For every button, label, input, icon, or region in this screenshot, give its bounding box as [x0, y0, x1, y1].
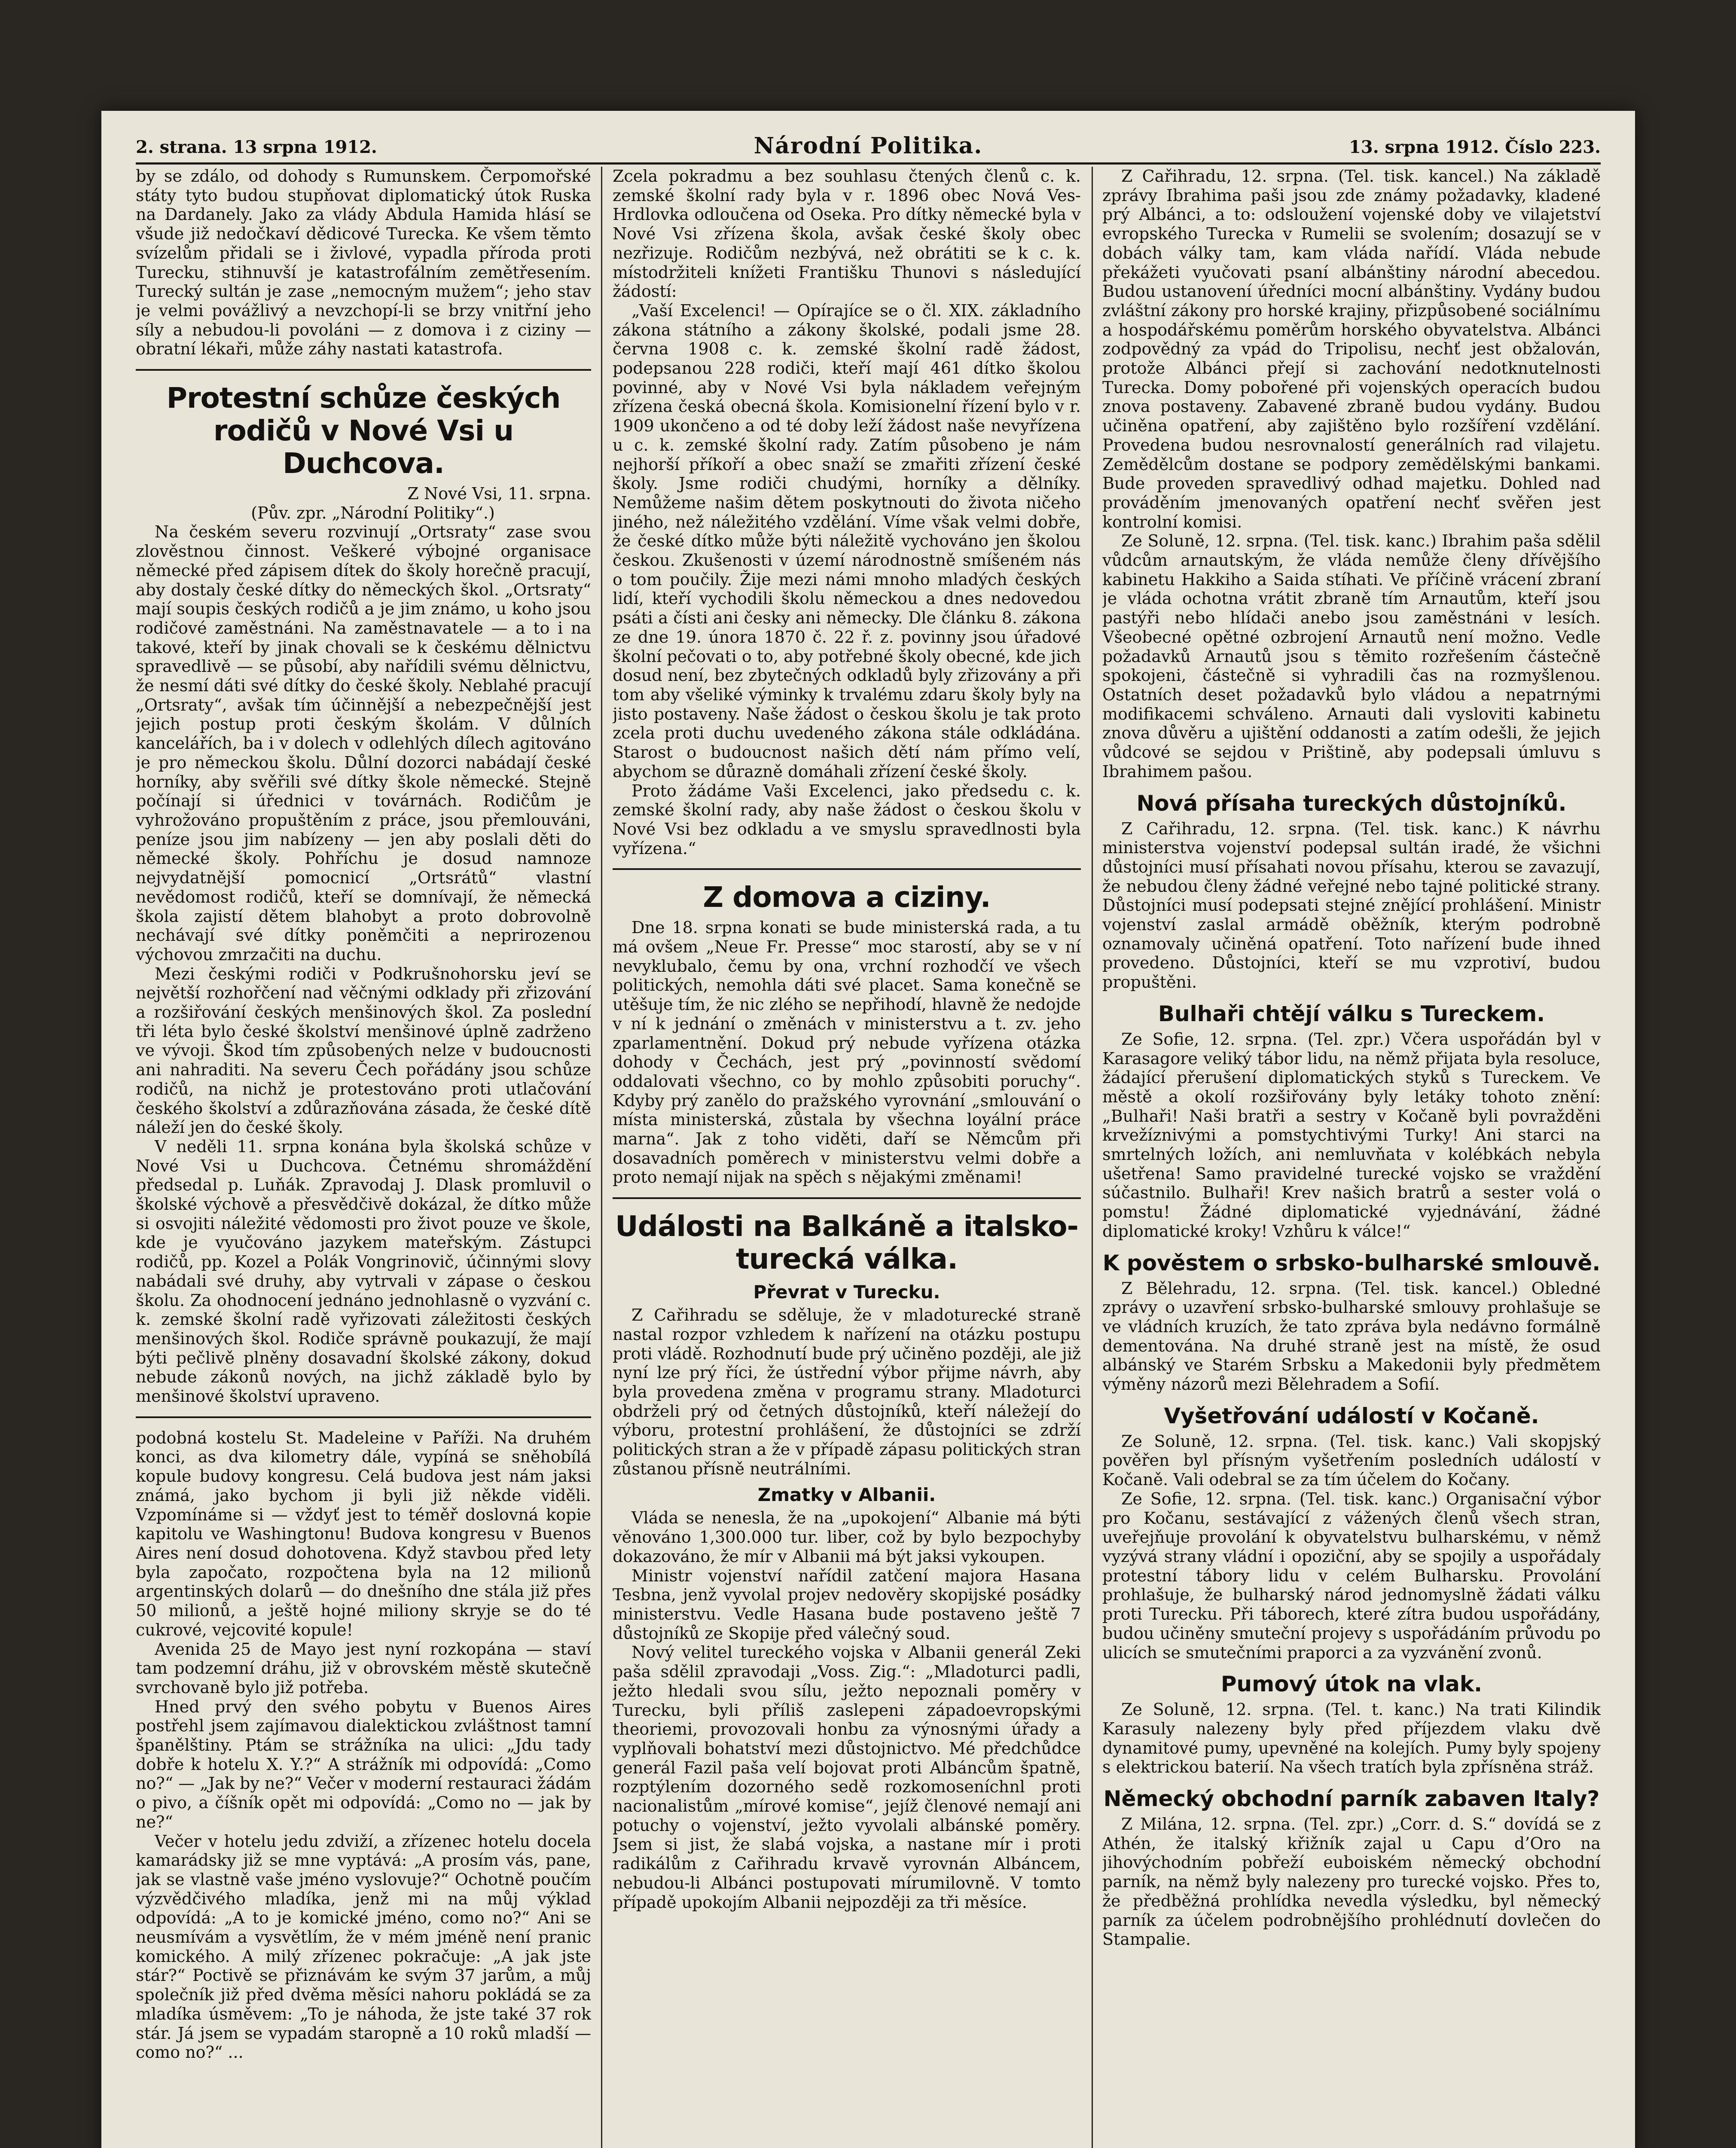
- news-title: Pumový útok na vlak.: [1220, 1672, 1483, 1697]
- subheading-prevrat: Převrat v Turecku.: [753, 1281, 940, 1303]
- news-paragraph: Ze Sofie, 12. srpna. (Tel. tisk. kanc.) Organisační výbor pro Kočanu, sestávající z vážených členů všech stran, uveřejňuje provolání k obyvatelstvu bulharskému, v němž vyzývá strany vládní i opoziční, aby se spojily a uspořádaly protestní tábory lidu v celém Bulharsku. Provolání prohlašuje, že bulharský národ jednomyslně žádati válku proti Turecku. Při táborech, které zítra budou uspořádány, budou učiněny smuteční projevy s uspořádáním průvodu po ulicích se smutečními praporci a za vyzvánění zvonů.: [1102, 1489, 1601, 1662]
- column-rule-2: [1092, 167, 1093, 2148]
- continued-article-text: by se zdálo, od dohody s Rumunskem. Čerpomořské státy tyto budou stupňovat diplomatický útok Ruska na Dardanely. Jako za vlády Abdula Hamida hlásí se všude již nedočkaví dědicové Turecka. Ke všem těmto svízelům přidali se i živlové, vypadla příroda proti Turecku, stihnuvší je katastrofálním zemětřesením. Turecký sultán je zase „nemocným mužem“; jeho stav je velmi povážlivý a nevzchopí-li se brzy vnitřní jeho síly a nebudou-li povoláni — z domova i z ciziny — obratní lékaři, může záhy nastati katastrofa.: [136, 167, 591, 359]
- article-paragraph: Dne 18. srpna konati se bude ministerská rada, a tu má ovšem „Neue Fr. Presse“ moc starostí, aby se v ní nevyklubalo, čemu by ona, vrchní rozhodčí ve všech politických, nemohla dáti své placet. Sama konečně se utěšuje tím, že nic zlého se nepřihodí, hlavně že nedojde v ní k jednání o změnách v ministerstvu a t. zv. jeho zparlamentnění. Dokud prý nebude vyřízena otázka dohody v Čechách, jest prý „povinností svědomí oddalovati všechno, co by mohlo způsobiti poruchy“. Kdyby prý zanělo do pražského vyrovnání „smlouvání o místa ministerská, zůstala by všechna loyální práce marna“. Jak z toho viděti, daří se Němcům při dosavadních poměrech v ministerstvu velmi dobře a proto nemají nijak na spěch s nějakými změnami!: [613, 918, 1081, 1187]
- article-divider: [136, 369, 591, 371]
- news-paragraph: Z Bělehradu, 12. srpna. (Tel. tisk. kancel.) Obledné zprávy o uzavření srbsko-bulharské smlouvy prohlašuje se ve vládních kruzích, že tato zpráva byla nedávno formálně dementována. Na druhé straně jest na místě, že osud albánský ve Starém Srbsku a Makedonii byly předmětem výměny názorů mezi Bělehradem a Sofií.: [1102, 1278, 1601, 1394]
- news-title: Bulhaři chtějí válku s Tureckem.: [1158, 1001, 1545, 1026]
- section-divider: [613, 868, 1081, 870]
- feuilleton-paragraph: Hned prvý den svého pobytu v Buenos Aires postřehl jsem zajímavou dialektickou zvláštnost tamní španělštiny. Ptám se strážníka na ulici: „Jdu tady dobře k hotelu X. Y.?“ A strážník mi odpovídá: „Como no?“ — „Jak by ne?“ Večer v moderní restauraci žádám o pivo, a číšník opět mi odpovídá: „Como no — jak by ne?“: [136, 1697, 591, 1831]
- news-title: Vyšetřování událostí v Kočaně.: [1164, 1403, 1539, 1428]
- article-paragraph: Vláda se nenesla, že na „upokojení“ Albanie má býti věnováno 1,300.000 tur. liber, což by bylo bezpochyby dokazováno, že mír v Albanii má být jaksi vykoupen.: [613, 1508, 1081, 1566]
- page-header: [136, 128, 1601, 165]
- news-paragraph: Ze Sofie, 12. srpna. (Tel. zpr.) Včera uspořádán byl v Karasagore veliký tábor lidu, na němž přijata byla resoluce, žádající přerušení diplomatických styků s Tureckem. Ve městě a okolí rozšiřovány byly letáky tohoto znění: „Bulhaři! Naši bratři a sestry v Kočaně byli povražděni krvežíznivými a pomstychtivými Turky! Ani starci na smrtelných ložích, ani nemluvňata v kolébkách nebyla ušetřena! Samo pravidelné turecké vojsko se vraždění súčastnilo. Bulhaři! Krev našich bratrů a sester volá o pomstu! Žádné diplomatické vyjednávání, žádné diplomatické kroky! Vzhůru k válce!“: [1102, 1029, 1601, 1241]
- article-title-protest: Protestní schůze českých rodičů v Nové Vsi u Duchcova.: [166, 381, 561, 480]
- article-paragraph: Na českém severu rozvinují „Ortsraty“ zase svou zlověstnou činnost. Veškeré výbojné organisace německé před zápisem dítek do školy horečně pracují, aby dostaly české dítky do německých škol. „Ortsraty“ mají soupis českých rodičů a je jim známo, u koho jsou rodičové zaměstnáni. Na zaměstnavatele — a to i na takové, kteří by jinak chovali se k českému dělnictvu spravedlivě — se působí, aby nařídili svému dělnictvu, že nesmí dáti své dítky do české školy. Neblahé pracují „Ortsraty“, avšak tím účinnější a nebezpečnější jest jejich postup proti českým školám. V důlních kancelářích, ba i v dolech v odlehlých dílech agitováno je pro německou školu. Důlní dozorci nabádají české horníky, aby svěřili své dítky škole německé. Stejně počínají si úřednici v továrnách. Rodičům je vyhrožováno propuštěním z práce, jsou přemlouváni, peníze jsou jim nabízeny — jen aby poslali děti do německé školy. Pohříchu je dosud namnoze nejvydatnější pomocnicí „Ortsrátů“ vlastní nevědomost rodičů, kteří se domnívají, že německá škola zajistí dětem blahobyt a proto dobrovolně nechávají své dítky poněmčiti a neprirozenou výchovou zmrzačiti na duchu.: [136, 522, 591, 964]
- article-paragraph: Ministr vojenství nařídil zatčení majora Hasana Tesbna, jenž vyvolal projev nedověry skopijské posádky ministerstvu. Vedle Hasana bude postaveno ještě 7 důstojníků ze Skopije před válečný soud.: [613, 1566, 1081, 1643]
- article-paragraph: Proto žádáme Vaši Excelenci, jako předsedu c. k. zemské školní rady, aby naše žádost o českou školu v Nové Vsi bez odkladu a ve smyslu spravedlnosti byla vyřízena.“: [613, 781, 1081, 858]
- column-rule-1: [601, 167, 602, 2148]
- news-title: K pověstem o srbsko-bulharské smlouvě.: [1102, 1250, 1601, 1275]
- news-title: Německý obchodní parník zabaven Italy?: [1103, 1786, 1600, 1812]
- news-title: Nová přísaha tureckých důstojníků.: [1136, 790, 1567, 816]
- article-source: (Pův. zpr. „Národní Politiky“.): [251, 503, 495, 522]
- article-dateline: Z Nové Vsi, 11. srpna.: [407, 484, 591, 503]
- header-right: 13. srpna 1912. Číslo 223.: [1349, 137, 1601, 157]
- feuilleton-paragraph: Večer v hotelu jedu zdviží, a zřízenec hotelu docela kamarádsky již se mne vyptává: „A prosím vás, pane, jak se vlastně vaše jméno vyslovuje?“ Ochotně poučím výzvědčivého mladíka, jenž mi na můj výklad odpovídá: „A to je komické jméno, como no?“ Ani se neusmívám a vysvětlím, že v mém jméně není pranic komického. A milý zřízenec pokračuje: „A jak jste stár?“ Poctivě se přiznávám ke svým 37 jarům, a můj společník již před dvěma měsíci nahoru pokládá se za mladíka úsměvem: „To je náhoda, že jste také 37 rok stár. Já jsem se vypadám staropně a 10 roků mladší — como no?“ ...: [136, 1831, 591, 2062]
- news-paragraph: Z Cařihradu, 12. srpna. (Tel. tisk. kancel.) Na základě zprávy Ibrahima paši jsou zde známy požadavky, kladené prý Albánci, a to: odsloužení vojenské doby ve vilajetství evropského Turecka v Rumelii se svolením; dosazují se v dobách války tam, kam vláda nařídí. Vláda nebude překážeti vyučovati psaní albánštiny národní abecedou. Budou ustanovení úředníci mocní albánštiny. Vydány budou zvláštní zákony pro horské krajiny, přizpůsobené sociálnímu a hospodářskému poměrům horského obyvatelstva. Albánci zodpovědný za vpád do Tripolisu, nechť jest obžalován, protože Albánci přejí si zachování nedotknutelnosti Turecka. Domy pobořené při vojenských operacích budou znova postaveny. Zabavené zbraně budou vydány. Budou učiněna opatření, aby zajištěno bylo rozšíření vzdělání. Provedena budou nesrovnalostí generálních rad vilajetu. Zemědělcům dostane se podpory zemědělskými bankami. Bude proveden spravedlivý odhad majetku. Dohled nad prováděním jmenovaných opatření nechť svěřen jest kontrolní komisi.: [1102, 167, 1601, 531]
- article-paragraph: Z Cařihradu se sděluje, že v mladoturecké straně nastal rozpor vzhledem k nařízení na otázku postupu proti vládě. Rozhodnutí bude prý učiněno později, ale již nyní lze prý říci, že ústřední výbor přijme návrh, aby byla provedena změna v programu strany. Mladoturci obdrželi prý od četných důstojníků, kteří náležejí do výboru, protestní prohlášení, že důstojníci se zdrží politických stran a že v případě zápasu politických stran zůstanou přísně neutrálními.: [613, 1306, 1081, 1478]
- article-paragraph: Mezi českými rodiči v Podkrušnohorsku jeví se největší rozhořčení nad věčnými odklady při zřizování a rozšiřování českých menšinových škol. Za poslední tři léta bylo české školství menšinové úplně zadrženo ve vývoji. Škod tím způsobených nelze v budoucnosti ani nahraditi. Na severu Čech pořádány jsou schůze rodičů, na nichž je protestováno proti utlačování českého školství a zdůrazňována zásada, že české dítě náleží jen do české školy.: [136, 964, 591, 1137]
- feuilleton-paragraph: Avenida 25 de Mayo jest nyní rozkopána — staví tam podzemní dráhu, již v obrovském městě skutečně svrchovaně bylo již potřeba.: [136, 1639, 591, 1697]
- article-paragraph: V neděli 11. srpna konána byla školská schůze v Nové Vsi u Duchcova. Četnému shromáždění předsedal p. Luňák. Zpravodaj J. Dlask promluvil o školské výchově a přesvědčivě dokázal, že dítko může si osvojiti náležité vědomosti pro život pouze ve škole, kde je vyučováno jazykem mateřským. Zástupci rodičů, pp. Kozel a Polák Vongrinovič, účinnými slovy nabádali své druhy, aby vytrvali v zápase o českou školu. Za ohodnocení jednáno jednohlasně o vyzvání c. k. zemské školní radě vyřizovati záležitosti českých menšinových škol. Rodiče správně poukazují, že mají býti pečlivě plněny dosavadní školské zákony, dokud nebude zákonů nových, na jichž základě bylo by menšinové školství upraveno.: [136, 1137, 591, 1406]
- section-divider: [613, 1197, 1081, 1199]
- feuilleton-paragraph: podobná kostelu St. Madeleine v Paříži. Na druhém konci, as dva kilometry dále, vypíná se sněhobílá kopule budovy kongresu. Celá budova jest nám jaksi známá, jako bychom ji byli již někde viděli. Vzpomínáme si — vždyť jest to téměř doslovná kopie kapitolu ve Washingtonu! Budova kongresu v Buenos Aires není dosud dohotovena. Když stavbou před lety byla započato, rozpočtena byla na 12 milionů argentinských dolarů — do dnešního dne stála již přes 50 milionů, a ještě hojné miliony skryje se do té cukrové, vejcovité kopule!: [136, 1428, 591, 1639]
- article-paragraph: Zcela pokradmu a bez souhlasu čtených členů c. k. zemské školní rady byla v r. 1896 obec Nová Ves-Hrdlovka odloučena od Oseka. Pro dítky německé byla v Nové Vsi zřízena škola, avšak české školy obec nezřizuje. Rodičům nezbývá, než obrátiti se k c. k. místodržiteli knížeti Františku Thunovi s následující žádostí:: [613, 167, 1081, 301]
- column-1: [136, 167, 591, 2148]
- header-left: 2. strana. 13 srpna 1912.: [136, 137, 377, 157]
- article-paragraph: Nový velitel tureckého vojska v Albanii generál Zeki paša sdělil zpravodaji „Voss. Zig.“: „Mladoturci padli, ježto hledali svou sílu, ježto nepoznali poměry v Turecku, byli příliš zaslepeni západoevropskými theoriemi, provozovali honbu za výnosnými úřady a vyplňovali bohatství mezi důstojnictvo. Mé předchůdce generál Fazil paša velí bojovat proti Albáncům špatně, rozptýlením dozorného sedě rozkomoseníchnl proti nacionalistům „mírové komise“, jejíž členové nemají ani potuchy o vojenství, ježto vyvolali albánské poměry. Jsem si jist, že slabá vojska, a nastane mír i proti radikálům z Cařihradu krvavě vyrovnán Albáncem, nebudou-li Albánci postupovati mírumilovně. V tomto případě upokojím Albanii nejpozději za tři měsíce.: [613, 1643, 1081, 1912]
- section-title-domov: Z domova a ciziny.: [703, 881, 991, 914]
- masthead-title: Národní Politika.: [754, 133, 983, 159]
- column-2: [613, 167, 1081, 2148]
- section-title-balkan: Události na Balkáně a italsko-turecká válka.: [615, 1210, 1078, 1276]
- subheading-albanie: Zmatky v Albanii.: [757, 1484, 936, 1506]
- news-paragraph: Z Cařihradu, 12. srpna. (Tel. tisk. kanc.) K návrhu ministerstva vojenství podepsal sultán iradé, že všichni důstojníci musí přísahati novou přísahu, kterou se zavazují, že nebudou členy žádné veřejné nebo tajné politické strany. Důstojníci musí podepsati stejné znějící prohlášení. Ministr vojenství zaslal armádě oběžník, kterým podrobně oznamovaly učiněná opatření. Toto nařízení bude ihned provedeno. Důstojníci, kteří se mu vzprotiví, budou propuštěni.: [1102, 819, 1601, 992]
- newspaper-page: [101, 111, 1635, 2148]
- news-paragraph: Ze Soluně, 12. srpna. (Tel. t. kanc.) Na trati Kilindik Karasuly nalezeny byly před příjezdem vlaku dvě dynamitové pumy, upevněné na kolejích. Pumy byly spojeny s elektrickou baterií. Na všech tratích byla zpřísněna stráž.: [1102, 1700, 1601, 1777]
- feuilleton-divider: [136, 1416, 591, 1418]
- news-paragraph: Ze Soluně, 12. srpna. (Tel. tisk. kanc.) Vali skopjský pověřen byl přísným vyšetřením posledních událostí v Kočaně. Vali odebral se za tím účelem do Kočany.: [1102, 1431, 1601, 1489]
- news-paragraph: Z Milána, 12. srpna. (Tel. zpr.) „Corr. d. S.“ dovídá se z Athén, že italský křižník zajal u Capu d’Oro na jihovýchodním pobřeží euboiském německý obchodní parník, na němž byly nalezeny pro turecké vojsko. Přes to, že předběžná prohlídka nevedla výsledku, byl německý parník za účelem podrobnějšího prohlédnutí dovlečen do Stampalie.: [1102, 1815, 1601, 1949]
- article-paragraph: „Vaší Excelenci! — Opírajíce se o čl. XIX. základního zákona státního a zákony školské, podali jsme 28. června 1908 c. k. zemské školní radě žádost, podepsanou 228 rodiči, kteří mají 461 dítko školou povinné, aby v Nové Vsi byla nákladem veřejným zřízena česká obecná škola. Komisionelní řízení bylo v r. 1909 ukončeno a od té doby leží žádost naše nevyřízena u c. k. zemské školní rady. Zatím působeno je nám nejhorší příkoří a obec snaží se zmařiti zřízení české školy. Jsme rodiči chudými, horníky a dělníky. Nemůžeme našim dětem poskytnouti do života ničeho jiného, než náležitého vzdělání. Víme však velmi dobře, že české dítko může býti náležitě vychováno jen školou českou. Zkušenosti v území národnostně smíšeném nás o tom poučily. Žije mezi námi mnoho mladých českých lidí, kteří vychodili školu německou a dnes nedovedou psáti a čísti ani česky ani německy. Dle článku 8. zákona ze dne 19. února 1870 č. 22 ř. z. povinny jsou úřadové školní pečovati o to, aby potřebné školy obecné, kde jich dosud není, bez zbytečných odkladů byly zřizovány a při tom aby všeliké výminky k trvalému zdaru školy byly na jisto postaveny. Naše žádost o českou školu je tak proto zcela proti duchu uvedeného zákona stále odkládána. Starost o budoucnost našich dětí nám přímo velí, abychom se důrazně domáhali zřízení české školy.: [613, 301, 1081, 781]
- column-3: [1102, 167, 1601, 2148]
- news-paragraph: Ze Soluně, 12. srpna. (Tel. tisk. kanc.) Ibrahim paša sdělil vůdcům arnautským, že vláda nemůže členy dřívějšího kabinetu Hakkiho a Saida stíhati. Ve příčině vrácení zbraní je vláda ochotna vrátit zbraně tím Arnautům, kteří jsou pastýři nebo hlídači anebo jsou zaměstnáni v lesích. Všeobecné opětné ozbrojení Arnautů není možno. Vedle požadavků Arnautů jsou s těmito rozřešením částečně spokojeni, částečně si vyhradili čas na rozmyšlenou. Ostatních deset požadavků bylo vládou a nepatrnými modifikacemi schváleno. Arnauti dali vysloviti kabinetu znova důvěru a ujištění oddanosti a zatím odešli, že jejich vůdcové se sejdou v Prištině, aby podepsali úmluvu s Ibrahimem pašou.: [1102, 531, 1601, 781]
